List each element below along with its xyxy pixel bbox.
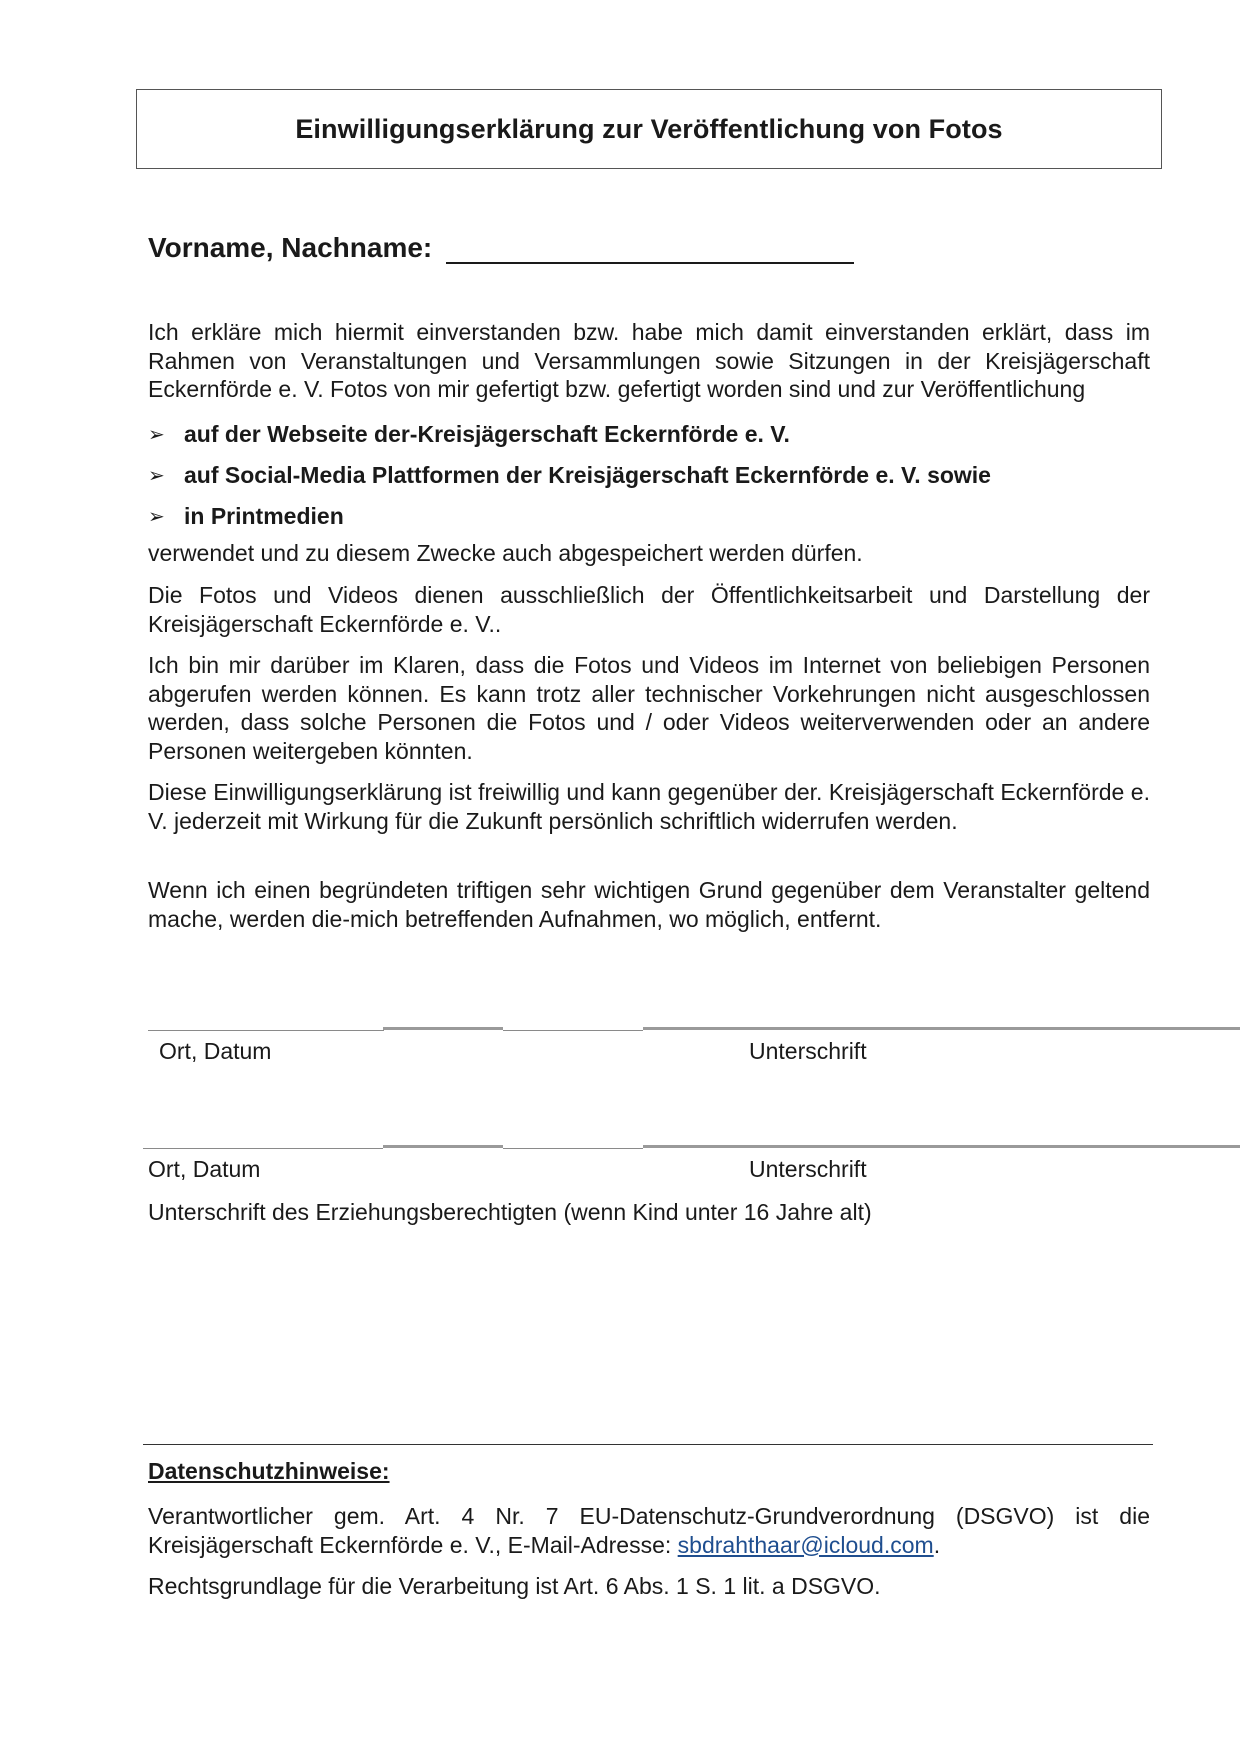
list-item: ➢ auf der Webseite der-Kreisjägerschaft Eckernförde e. V. <box>148 421 790 447</box>
signature-line <box>143 1148 383 1149</box>
privacy-controller-paragraph: Verantwortlicher gem. Art. 4 Nr. 7 EU-Datenschutz-Grundverordnung (DSGVO) ist die Kreisjägerschaft Eckernförde e. V., E-Mail-Adresse: sbdrahthaar@icloud.com. <box>148 1503 1150 1558</box>
legal-basis-paragraph: Rechtsgrundlage für die Verarbeitung ist Art. 6 Abs. 1 S. 1 lit. a DSGVO. <box>148 1573 881 1599</box>
signature-line <box>383 1145 503 1148</box>
arrow-bullet-icon: ➢ <box>148 424 165 446</box>
signature-line <box>643 1027 1240 1030</box>
page-title: Einwilligungserklärung zur Veröffentlichung von Fotos <box>295 113 1003 144</box>
signature-line <box>503 1030 643 1031</box>
paragraph: Wenn ich einen begründeten triftigen sehr wichtigen Grund gegenüber dem Veranstalter geltend mache, werden die-mich betreffenden Aufnahmen, wo möglich, entfernt. <box>148 877 1150 932</box>
list-item: ➢ auf Social-Media Plattformen der Kreisjägerschaft Eckernförde e. V. sowie <box>148 462 991 488</box>
paragraph: Die Fotos und Videos dienen ausschließlich der Öffentlichkeitsarbeit und Darstellung der Kreisjägerschaft Eckernförde e. V.. <box>148 582 1150 637</box>
signature-line <box>503 1148 643 1149</box>
bullet-list <box>148 414 1150 537</box>
title-box <box>136 89 1162 169</box>
guardian-note: Unterschrift des Erziehungsberechtigten (wenn Kind unter 16 Jahre alt) <box>148 1199 872 1225</box>
paragraph: Ich bin mir darüber im Klaren, dass die Fotos und Videos im Internet von beliebigen Personen abgerufen werden können. Es kann trotz aller technischer Vorkehrungen nicht ausgeschlossen werden, dass solche Personen die Fotos und / oder Videos weiterverwenden oder an andere Personen weitergeben könnten. <box>148 652 1150 764</box>
place-date-label: Ort, Datum <box>159 1038 272 1064</box>
privacy-heading: Datenschutzhinweise: <box>148 1458 390 1484</box>
email-link[interactable]: sbdrahthaar@icloud.com <box>677 1531 934 1558</box>
signature-line <box>383 1027 503 1030</box>
name-row <box>148 232 854 264</box>
name-field[interactable] <box>446 232 854 264</box>
paragraph: Diese Einwilligungserklärung ist freiwillig und kann gegenüber der. Kreisjägerschaft Eckernförde e. V. jederzeit mit Wirkung für die Zukunft persönlich schriftlich widerrufen werden. <box>148 779 1150 834</box>
section-divider <box>143 1444 1153 1445</box>
paragraph: verwendet und zu diesem Zwecke auch abgespeichert werden dürfen. <box>148 540 863 566</box>
name-label: Vorname, Nachname: <box>148 232 433 263</box>
place-date-label: Ort, Datum <box>148 1156 261 1182</box>
arrow-bullet-icon: ➢ <box>148 506 165 528</box>
signature-line <box>148 1030 384 1031</box>
list-item: ➢ in Printmedien <box>148 503 344 529</box>
intro-paragraph: Ich erkläre mich hiermit einverstanden bzw. habe mich damit einverstanden erklärt, dass im Rahmen von Veranstaltungen und Versammlungen sowie Sitzungen in der Kreisjägerschaft Eckernförde e. V. Fotos von mir gefertigt bzw. gefertigt worden sind und zur Veröffentlichung <box>148 319 1150 402</box>
signature-label: Unterschrift <box>749 1156 867 1182</box>
arrow-bullet-icon: ➢ <box>148 465 165 487</box>
signature-label: Unterschrift <box>749 1038 867 1064</box>
signature-line <box>643 1145 1240 1148</box>
